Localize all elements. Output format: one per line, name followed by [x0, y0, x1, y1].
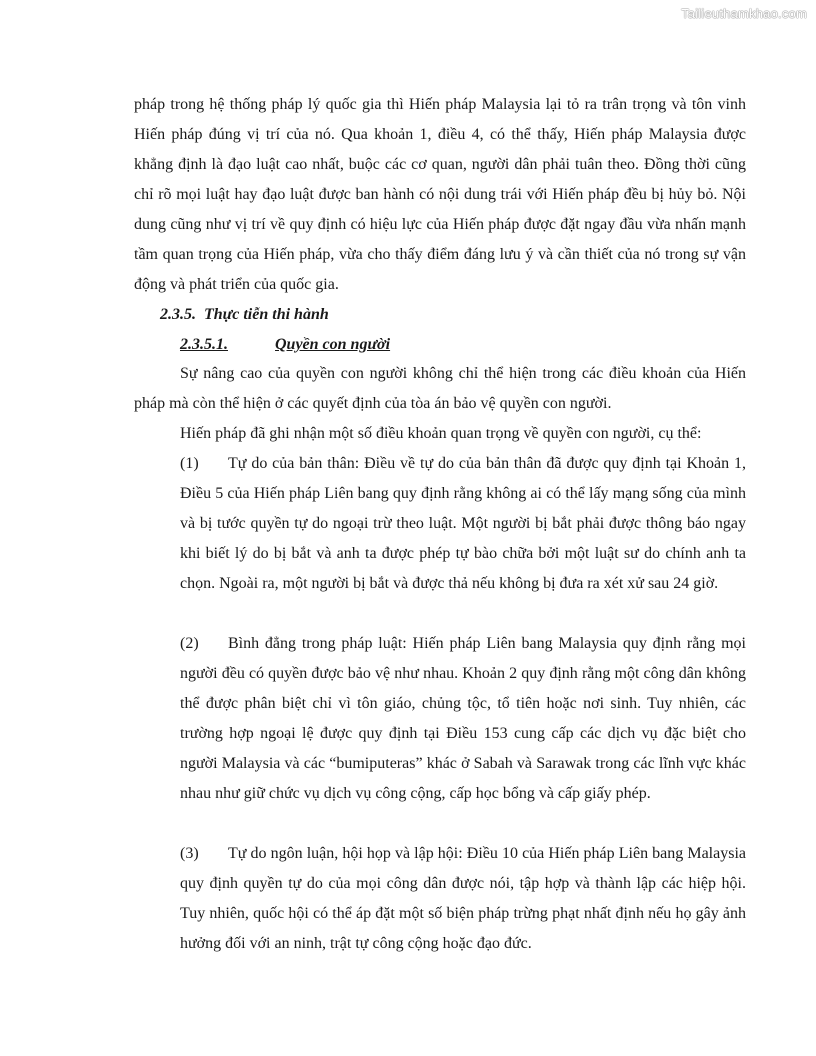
list-marker: (3) [180, 845, 199, 862]
list-marker: (1) [180, 455, 199, 472]
list-item-text: Bình đẳng trong pháp luật: Hiến pháp Liên bang Malaysia quy định rằng mọi người đều có quyền được bảo vệ như nhau. Khoản 2 quy định rằng một công dân không thể được phân biệt chỉ vì tôn giáo, chủng tộc, tổ tiên hoặc nơi sinh. Tuy nhiên, các trường hợp ngoại lệ được quy định tại Điều 153 cung cấp các dịch vụ đặc biệt cho người Malaysia và các “bumiputeras” khác ở Sabah và Sarawak trong các lĩnh vực khác nhau như giữ chức vụ dịch vụ công cộng, cấp học bổng và cấp giấy phép. [180, 635, 746, 802]
list-item-text: Tự do của bản thân: Điều về tự do của bản thân đã được quy định tại Khoản 1, Điều 5 của Hiến pháp Liên bang quy định rằng không ai có thể lấy mạng sống của mình và bị tước quyền tự do ngoại trừ theo luật. Một người bị bắt phải được thông báo ngay khi biết lý do bị bắt và anh ta được phép tự bào chữa bởi một luật sư do chính anh ta chọn. Ngoài ra, một người bị bắt và được thả nếu không bị đưa ra xét xử sau 24 giờ. [180, 455, 746, 592]
section-heading [160, 305, 329, 325]
section-title: Thực tiễn thi hành [204, 306, 329, 323]
list-item-3 [180, 839, 746, 959]
list-item-2 [180, 629, 746, 809]
subsection-number: 2.3.5.1. [180, 336, 228, 353]
subsection-title: Quyền con người [275, 336, 391, 353]
list-item-text: Tự do ngôn luận, hội họp và lập hội: Điều 10 của Hiến pháp Liên bang Malaysia quy định quyền tự do của mọi công dân được nói, tập hợp và thành lập các hiệp hội. Tuy nhiên, quốc hội có thể áp đặt một số biện pháp trừng phạt nhất định nếu họ gây ảnh hưởng đối với an ninh, trật tự công cộng hoặc đạo đức. [180, 845, 746, 952]
list-marker: (2) [180, 635, 199, 652]
paragraph-2: Hiến pháp đã ghi nhận một số điều khoản quan trọng về quyền con người, cụ thể: [180, 425, 702, 442]
list-item-1 [180, 449, 746, 599]
intro-paragraph: pháp trong hệ thống pháp lý quốc gia thì Hiến pháp Malaysia lại tỏ ra trân trọng và tôn vinh Hiến pháp đúng vị trí của nó. Qua khoản 1, điều 4, có thể thấy, Hiến pháp Malaysia được khẳng định là đạo luật cao nhất, buộc các cơ quan, người dân phải tuân theo. Đồng thời cũng chỉ rõ mọi luật hay đạo luật được ban hành có nội dung trái với Hiến pháp đều bị hủy bỏ. Nội dung cũng như vị trí về quy định có hiệu lực của Hiến pháp được đặt ngay đầu vừa nhấn mạnh tầm quan trọng của Hiến pháp, vừa cho thấy điểm đáng lưu ý và cần thiết của nó trong sự vận động và phát triển của quốc gia. [134, 96, 746, 293]
paragraph-1: Sự nâng cao của quyền con người không chỉ thể hiện trong các điều khoản của Hiến pháp mà còn thể hiện ở các quyết định của tòa án bảo vệ quyền con người. [134, 365, 746, 412]
subsection-heading [180, 335, 390, 355]
section-number: 2.3.5. [160, 306, 196, 323]
watermark: Tailieuthamkhao.com [681, 6, 807, 21]
